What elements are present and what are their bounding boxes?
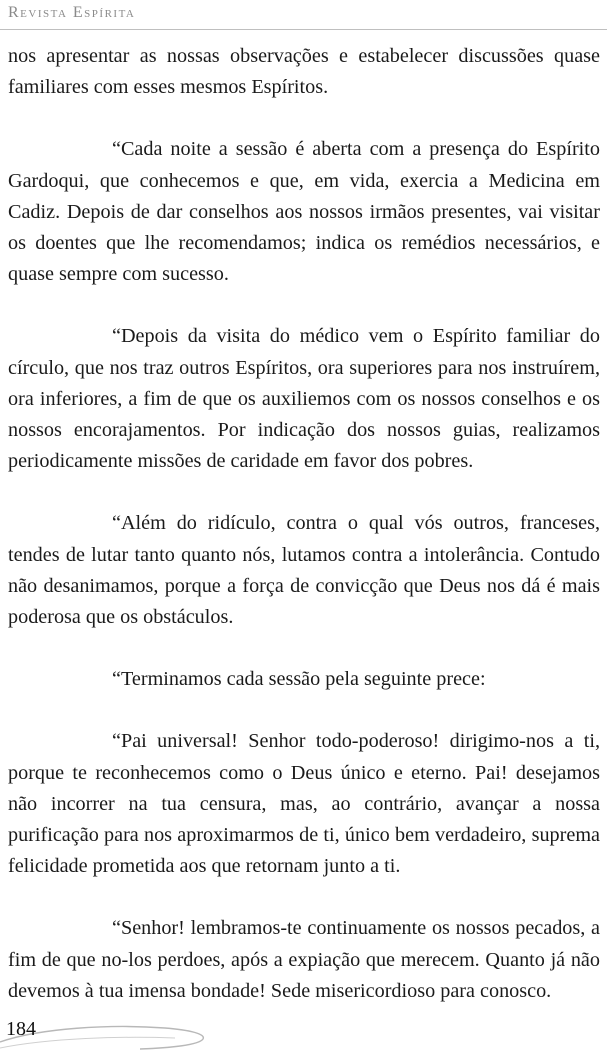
paragraph-prayer-lord: “Senhor! lembramos-te continuamente os nossos pecados, a fim de que no-los perdoes, após a expiação que merecem. Quanto já não devemos à tua imensa bondade! Sede misericordioso para conosco. [8,917,600,1002]
paragraph-gap [8,103,600,134]
page-number: 184 [6,1018,36,1040]
header-rule [0,29,607,30]
page-body-text [8,41,600,1007]
paragraph-gap [8,290,600,321]
paragraph-gap [8,882,600,913]
paragraph-intolerance: “Além do ridículo, contra o qual vós outros, franceses, tendes de lutar tanto quanto nós, lutamos contra a intolerância. Contudo não desanimamos, porque a força de convicção que Deus nos dá é mais poderosa que os obstáculos. [8,512,600,629]
paragraph-continuation: nos apresentar as nossas observações e estabelecer discussões quase familiares com esses mesmos Espíritos. [8,45,600,99]
paragraph-gap [8,477,600,508]
running-header-title: Revista Espírita [8,4,136,21]
paragraph-gap [8,695,600,726]
paragraph-prayer-intro: “Terminamos cada sessão pela seguinte prece: [112,668,486,691]
paragraph-medical-visit: “Depois da visita do médico vem o Espírito familiar do círculo, que nos traz outros Espíritos, ora superiores para nos instruírem, ora inferiores, a fim de que os auxiliemos com os nossos conselhos e os nossos encorajamentos. Por indicação dos nossos guias, realizamos periodicamente missões de caridade em favor dos pobres. [8,325,600,473]
paragraph-gardoqui: “Cada noite a sessão é aberta com a presença do Espírito Gardoqui, que conhecemos e que, em vida, exercia a Medicina em Cadiz. Depois de dar conselhos aos nossos irmãos presentes, vai visitar os doentes que lhe recomendamos; indica os remédios necessários, e quase sempre com sucesso. [8,138,600,286]
paragraph-gap [8,633,600,664]
paragraph-prayer-father: “Pai universal! Senhor todo-poderoso! dirigimo-nos a ti, porque te reconhecemos como o Deus único e eterno. Pai! desejamos não incorrer na tua censura, mas, ao contrário, avançar a nossa purificação para nos aproximarmos de ti, único bem verdadeiro, suprema felicidade prometida aos que retornam junto a ti. [8,730,600,878]
